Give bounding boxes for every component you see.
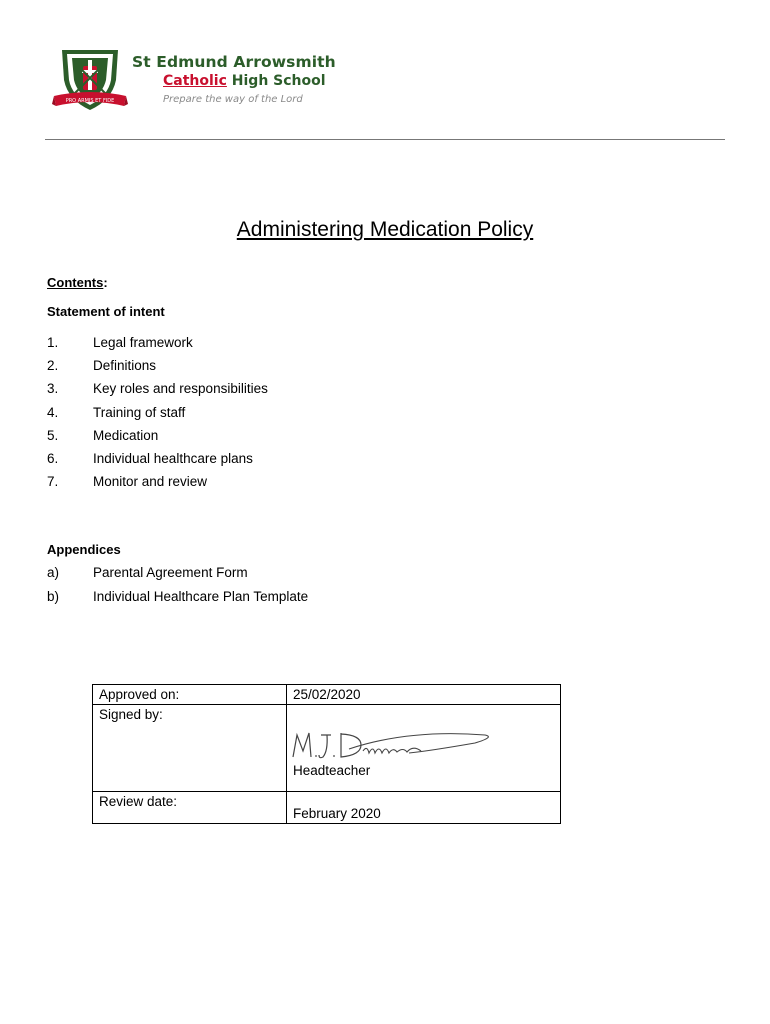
toc-item-number: 2. [47,358,59,374]
header-divider [45,139,725,140]
appendix-item-text: Individual Healthcare Plan Template [93,589,309,604]
school-name-high-school: High School [231,73,326,89]
toc-item-number: 5. [47,427,59,443]
appendix-item-text: Parental Agreement Form [93,565,248,580]
appendix-item-letter: b) [47,589,60,604]
review-date-label: Review date: [93,792,287,824]
toc-item-text: Definitions [93,358,157,374]
toc-item-number: 6. [47,450,59,466]
toc-item-number: 4. [47,404,59,420]
toc-item-number: 1. [47,335,59,350]
school-motto: Prepare the way of the Lord [163,94,303,105]
school-crest-icon [52,44,128,120]
contents-label: Contents [47,275,104,290]
signature-icon [289,725,499,765]
contents-colon: : [103,275,108,290]
signer-role: Headteacher [293,763,371,778]
school-name: St Edmund Arrowsmith [132,53,336,71]
toc-item-text: Individual healthcare plans [93,450,253,466]
approved-on-value: 25/02/2020 [287,685,561,705]
toc-item-number: 3. [47,381,59,397]
toc-item-text: Training of staff [93,404,186,420]
table-row [93,705,561,792]
page-header [0,0,770,145]
document-title: Administering Medication Policy [236,218,534,241]
contents-heading [47,275,108,290]
svg-text:PRO ARMIS ET FIDE: PRO ARMIS ET FIDE [65,98,115,104]
table-row [93,685,561,705]
toc-item-number: 7. [47,474,59,490]
toc-item-text: Medication [93,427,159,443]
signature-cell [287,705,561,792]
toc-item-text: Monitor and review [93,474,208,490]
approval-table [92,684,561,824]
svg-text:M.J.Duncan: M.J.Duncan [289,725,295,726]
school-name-catholic: Catholic [163,73,227,89]
review-date-value: February 2020 [293,806,381,821]
appendix-item-letter: a) [47,565,60,580]
table-row [93,792,561,824]
toc-item-text: Key roles and responsibilities [93,381,268,397]
appendices-heading: Appendices [47,542,121,557]
school-name-line2 [163,73,326,89]
review-date-cell [287,792,561,824]
statement-of-intent-heading: Statement of intent [47,304,165,319]
signed-by-label: Signed by: [93,705,287,792]
approved-on-label: Approved on: [93,685,287,705]
toc-item-text: Legal framework [93,335,193,350]
